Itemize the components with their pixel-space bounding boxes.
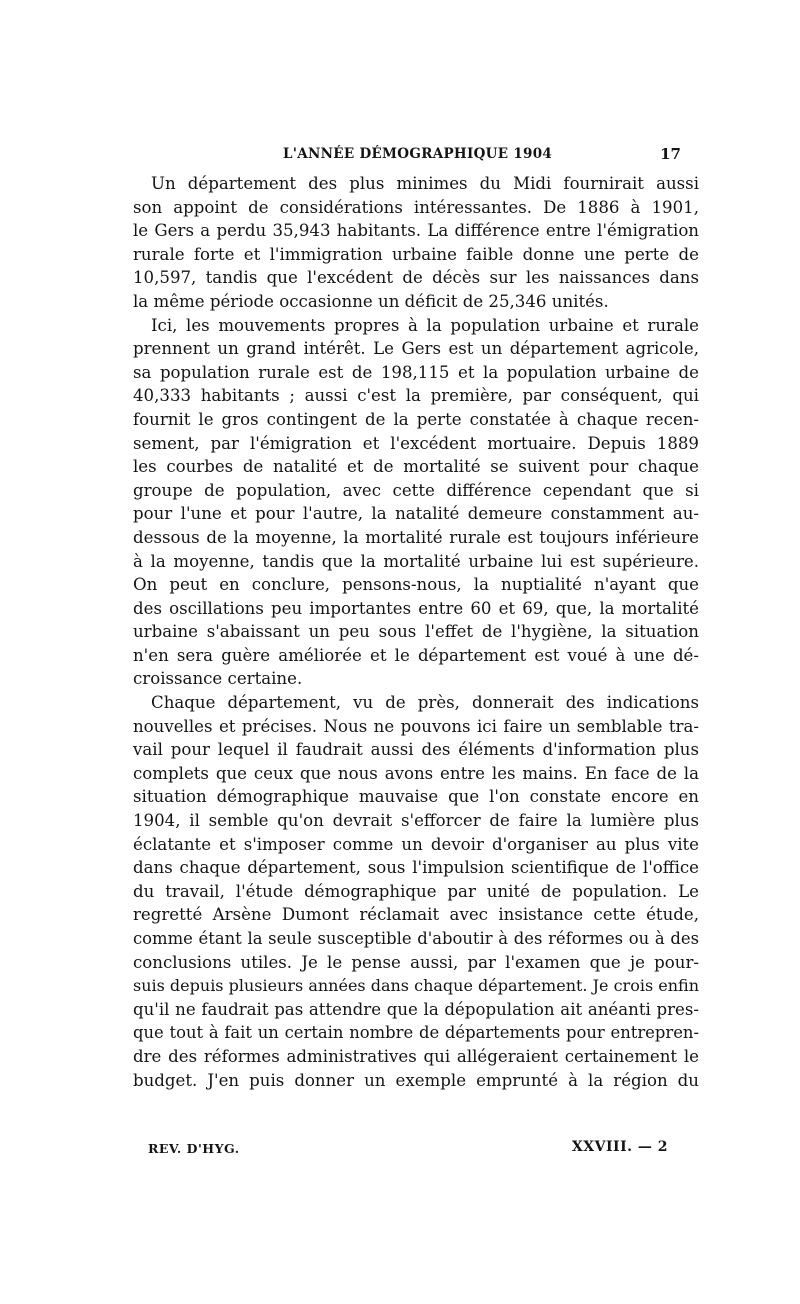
text-line: conclusions utiles. Je le pense aussi, par l'examen que je pour- xyxy=(133,952,699,972)
text-line: dessous de la moyenne, la mortalité rurale est toujours inférieure xyxy=(133,527,699,547)
text-line: du travail, l'étude démographique par unité de population. Le xyxy=(133,881,699,901)
text-line: fournit le gros contingent de la perte constatée à chaque recen- xyxy=(133,409,699,429)
text-line: 1904, il semble qu'on devrait s'efforcer de faire la lumière plus xyxy=(133,811,699,831)
text-line: urbaine s'abaissant un peu sous l'effet de l'hygiène, la situation xyxy=(133,622,699,642)
text-line: complets que ceux que nous avons entre les mains. En face de la xyxy=(133,763,699,783)
text-line: à la moyenne, tandis que la mortalité urbaine lui est supérieure. xyxy=(133,551,699,571)
text-line: vail pour lequel il faudrait aussi des éléments d'information plus xyxy=(133,740,699,760)
text-line: Chaque département, vu de près, donnerait des indications xyxy=(151,693,699,713)
text-line: pour l'une et pour l'autre, la natalité demeure constamment au- xyxy=(133,504,699,524)
running-title: L'ANNÉE DÉMOGRAPHIQUE 1904 xyxy=(283,146,553,162)
text-line: Un département des plus minimes du Midi fournirait aussi xyxy=(151,174,699,193)
page-header xyxy=(133,146,681,168)
text-line: dans chaque département, sous l'impulsion scientifique de l'office xyxy=(133,858,699,878)
text-line: 10,597, tandis que l'excédent de décès sur les naissances dans xyxy=(133,268,699,288)
page-footer xyxy=(148,1141,668,1163)
text-line: nouvelles et précises. Nous ne pouvons ici faire un semblable tra- xyxy=(133,716,699,736)
text-line: On peut en conclure, pensons-nous, la nuptialité n'ayant que xyxy=(133,575,699,595)
text-line: sa population rurale est de 198,115 et la population urbaine de xyxy=(133,362,699,382)
journal-signature: REV. D'HYG. xyxy=(148,1141,240,1156)
text-line: prennent un grand intérêt. Le Gers est un département agricole, xyxy=(133,339,699,359)
text-line: dre des réformes administratives qui allégeraient certainement le xyxy=(133,1046,699,1066)
text-line: sement, par l'émigration et l'excédent mortuaire. Depuis 1889 xyxy=(133,433,699,453)
text-line: le Gers a perdu 35,943 habitants. La différence entre l'émigration xyxy=(133,221,699,241)
text-line: groupe de population, avec cette différence cependant que si xyxy=(133,480,699,500)
text-line: Ici, les mouvements propres à la population urbaine et rurale xyxy=(151,315,699,335)
text-line: 40,333 habitants ; aussi c'est la première, par conséquent, qui xyxy=(133,386,699,406)
sheet-signature: XXVIII. — 2 xyxy=(571,1139,668,1155)
text-line: des oscillations peu importantes entre 60 et 69, que, la mortalité xyxy=(133,598,699,618)
text-line: son appoint de considérations intéressantes. De 1886 à 1901, xyxy=(133,197,699,217)
text-line: qu'il ne faudrait pas attendre que la dépopulation ait anéanti pres- xyxy=(133,999,699,1019)
text-line: croissance certaine. xyxy=(133,669,303,689)
text-line: la même période occasionne un déficit de 25,346 unités. xyxy=(133,291,609,311)
text-line: situation démographique mauvaise que l'on constate encore en xyxy=(133,787,699,807)
text-line: les courbes de natalité et de mortalité se suivent pour chaque xyxy=(133,457,699,477)
text-line: comme étant la seule susceptible d'aboutir à des réformes ou à des xyxy=(133,929,699,948)
text-line: suis depuis plusieurs années dans chaque département. Je crois enfin xyxy=(133,976,699,996)
text-line: rurale forte et l'immigration urbaine faible donne une perte de xyxy=(133,244,699,264)
text-line: que tout à fait un certain nombre de départements pour entrepren- xyxy=(133,1023,699,1043)
text-line: budget. J'en puis donner un exemple emprunté à la région du xyxy=(133,1070,699,1090)
page-number: 17 xyxy=(660,145,681,163)
text-line: n'en sera guère améliorée et le département est voué à une dé- xyxy=(133,645,699,665)
text-line: regretté Arsène Dumont réclamait avec insistance cette étude, xyxy=(133,905,699,925)
text-line: éclatante et s'imposer comme un devoir d'organiser au plus vite xyxy=(133,834,699,854)
body-text xyxy=(133,172,699,1092)
